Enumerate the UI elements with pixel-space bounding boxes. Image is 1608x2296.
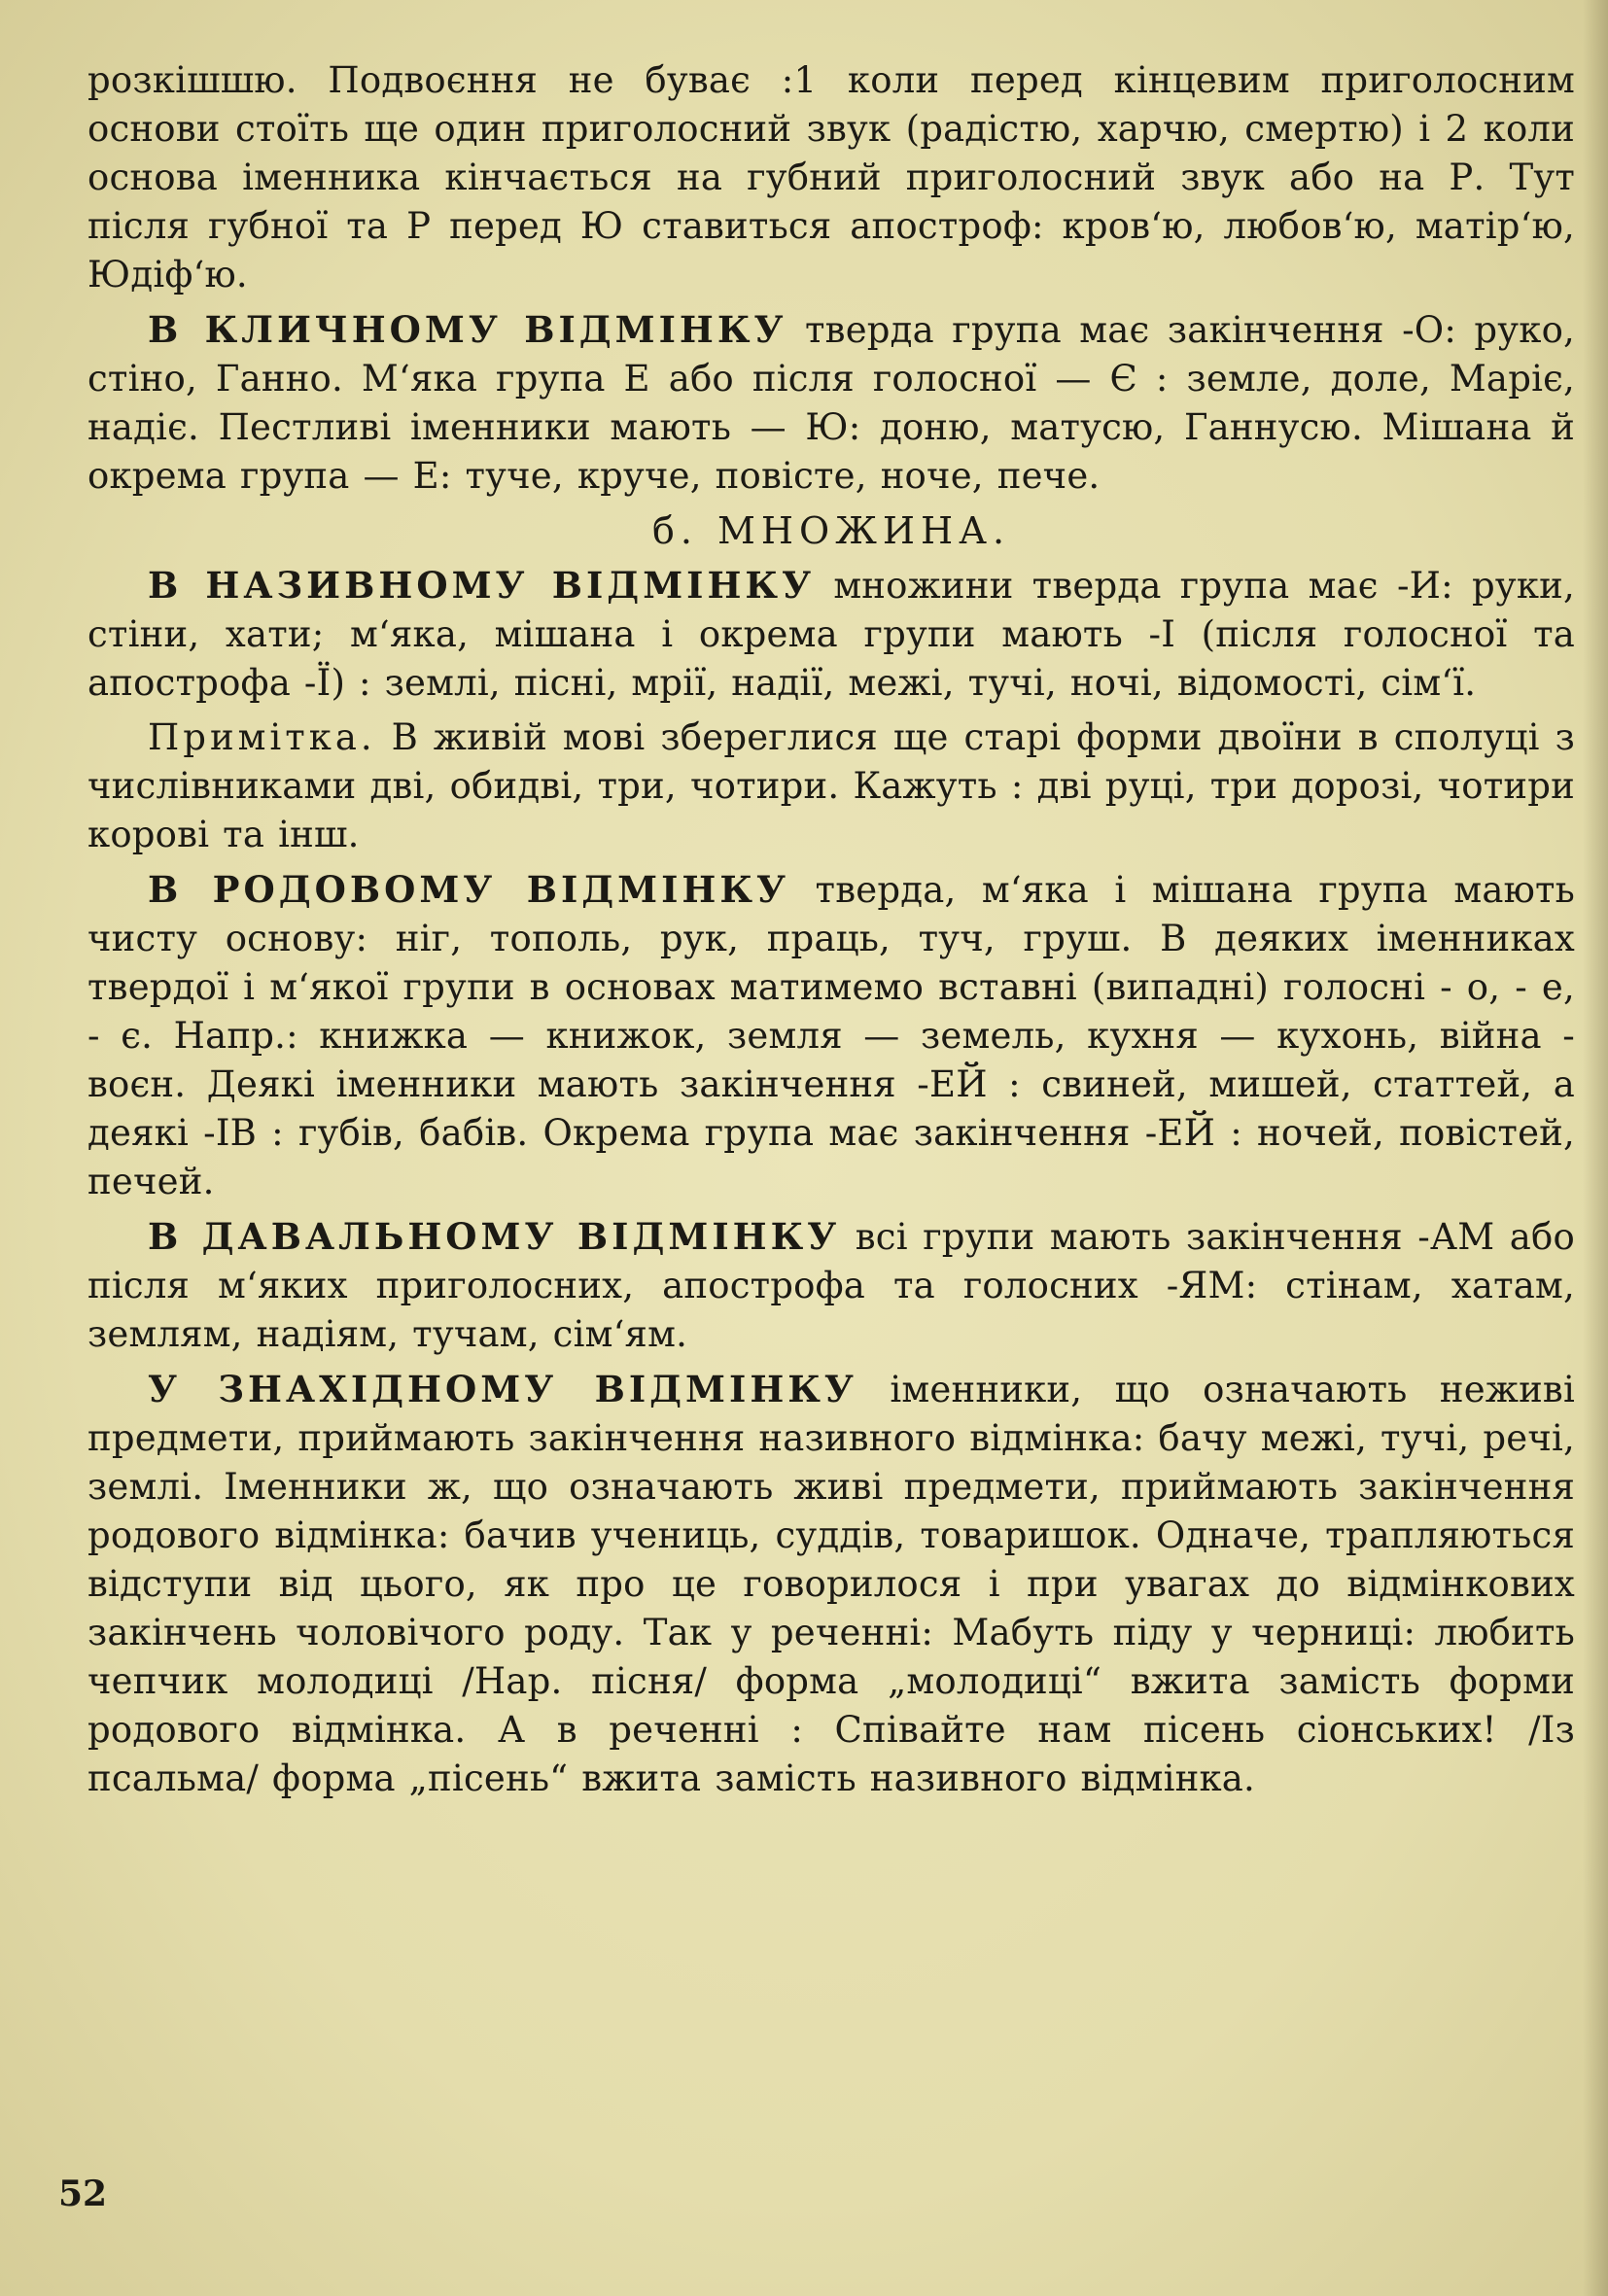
note-text: В живій мові збереглися ще старі форми двоїни в сполуці з числівниками дві, обидві, три, чотири. Кажуть : дві руці, три дорозі, чотири корові та інш. [87,716,1575,855]
nominative-text: множини тверда група має -И: руки, стіни, хати; м‘яка, мішана і окрема групи мають -І (після голосної та апострофа -Ї) : землі, пісні, мрії, надії, межі, тучі, ночі, відомості, сім‘ї. [87,565,1575,704]
page-edge-shadow [1583,0,1608,2296]
genitive-heading: В РОДОВОМУ ВІДМІНКУ [148,868,790,911]
dative-heading: В ДАВАЛЬНОМУ ВІДМІНКУ [148,1215,841,1258]
page-number: 52 [58,2174,108,2214]
vocative-heading: В КЛИЧНОМУ ВІДМІНКУ [148,308,787,351]
paragraph-note [87,713,1575,859]
note-label: Примітка. [148,716,376,758]
paragraph-vocative [87,305,1575,501]
vocative-text: тверда група має закінчення -О: руко, стіно, Ганно. М‘яка група Е або після голосної — Є : земле, доле, Маріє, надіє. Пестливі іменники мають — Ю: доню, матусю, Ганнусю. Мішана й окрема група — Е: туче, круче, повісте, ноче, пече. [87,309,1576,497]
dative-text: всі групи мають закінчення -АМ або після м‘яких приголосних, апострофа та голосних -ЯМ: стінам, хатам, землям, надіям, тучам, сім‘ям. [87,1216,1575,1355]
section-title-plural: б. МНОЖИНА. [651,509,1011,552]
paragraph-dative [87,1212,1575,1359]
nominative-heading: В НАЗИВНОМУ ВІДМІНКУ [148,564,816,607]
accusative-text: іменники, що означають неживі предмети, приймають закінчення називного відмінка: бачу межі, тучі, речі, землі. Іменники ж, що означають живі предмети, приймають закінчення родового відмінка: бачив учениць, суддів, товаришок. Одначе, трапляються відступи від цього, як про це говорилося і при увагах до відмінкових закінчень чоловічого роду. Так у реченні: Мабуть піду у черниці: любить чепчик молодиці /Нар. пісня/ форма „молодиці“ вжита замість форми родового відмінка. А в реченні : Співайте нам пісень сіонських! /Із псальма/ форма „пісень“ вжита замість називного відмінка. [87,1369,1576,1799]
paragraph-accusative [87,1365,1575,1803]
paragraph-genitive [87,865,1575,1206]
paragraph-nominative [87,561,1575,708]
genitive-text: тверда, м‘яка і мішана група мають чисту основу: ніг, тополь, рук, праць, туч, груш. В деяких іменниках твердої і м‘якої групи в основах матимемо вставні (випадні) голосні - о, - е, - є. Напр.: книжка — книжок, земля — земель, кухня — кухонь, війна - воєн. Деякі іменники мають закінчення -ЕЙ : свиней, мишей, статтей, а деякі -ІВ : губів, бабів. Окрема група має закінчення -ЕЙ : ночей, повістей, печей. [87,869,1575,1202]
body-text [87,56,1575,1809]
paragraph-doubling: розкішшю. Подвоєння не буває :1 коли перед кінцевим приголосним основи стоїть ще один приголосний звук (радістю, харчю, смертю) і 2 коли основа іменника кінчається на губний приголосний звук або на Р. Тут після губної та Р перед Ю ставиться апостроф: кров‘ю, любов‘ю, матір‘ю, Юдіф‘ю. [87,59,1575,296]
accusative-heading: У ЗНАХІДНОМУ ВІДМІНКУ [148,1368,857,1410]
